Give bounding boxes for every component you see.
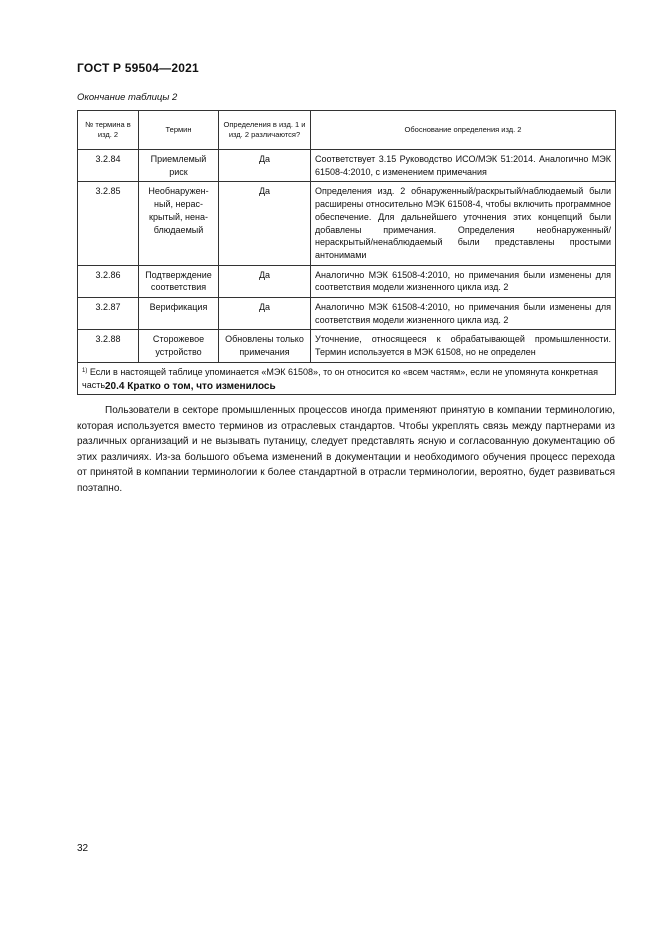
term-name: Необнаруженный, нераскрытый, ненаблюдаемый <box>139 182 219 265</box>
term-reason: Аналогично МЭК 61508-4:2010, но примечания были изменены для соответствия модели жизненного цикла изд. 2 <box>311 298 616 330</box>
term-differs: Обновлены только примечания <box>219 330 311 362</box>
term-number: 3.2.87 <box>78 298 139 330</box>
term-name: Приемлемый риск <box>139 150 219 182</box>
term-number: 3.2.85 <box>78 182 139 265</box>
column-header-term: Термин <box>139 111 219 150</box>
term-name: Верификация <box>139 298 219 330</box>
term-reason: Определения изд. 2 обнаруженный/раскрытый/наблюдаемый были расширены относительно МЭК 61508-4, чтобы включить программное обеспечение. Для дальнейшего уточнения этих концепций были добавлены примечания. Определения необнаруженный/нераскрытый/ненаблюдаемый были представлены простыми антонимами <box>311 182 616 265</box>
section-heading: 20.4 Кратко о том, что изменилось <box>105 381 276 392</box>
footnote-marker: 1) <box>82 367 88 374</box>
page-number: 32 <box>77 843 89 854</box>
document-title: ГОСТ Р 59504—2021 <box>77 61 199 75</box>
table-row <box>78 182 616 265</box>
column-header-reason: Обоснование определения изд. 2 <box>311 111 616 150</box>
term-name: Подтверждение соответствия <box>139 265 219 297</box>
column-header-number: № термина в изд. 2 <box>78 111 139 150</box>
table-row <box>78 298 616 330</box>
footnote-text: Если в настоящей таблице упоминается «МЭК 61508», то он относится ко «всем частям», если не упомянута конкретная часть. <box>82 366 599 390</box>
table-row <box>78 265 616 297</box>
term-differs: Да <box>219 182 311 265</box>
table-row <box>78 330 616 362</box>
term-differs: Да <box>219 298 311 330</box>
table-row <box>78 150 616 182</box>
term-number: 3.2.86 <box>78 265 139 297</box>
term-differs: Да <box>219 150 311 182</box>
table-header-row <box>78 111 616 150</box>
term-differs: Да <box>219 265 311 297</box>
term-reason: Уточнение, относящееся к обрабатывающей промышленности. Термин используется в МЭК 61508, но не определен <box>311 330 616 362</box>
table-caption: Окончание таблицы 2 <box>77 92 178 103</box>
column-header-differs: Определения в изд. 1 и изд. 2 различаются? <box>219 111 311 150</box>
term-reason: Соответствует 3.15 Руководство ИСО/МЭК 51:2014. Аналогично МЭК 61508-4:2010, с изменением примечания <box>311 150 616 182</box>
term-number: 3.2.88 <box>78 330 139 362</box>
section-paragraph: Пользователи в секторе промышленных процессов иногда применяют принятую в компании терминологию, которая используется вместо терминов из отраслевых стандартов. Чтобы укреплять связь между партнерами из различных организаций и не вызывать путаницу, следует представлять ясную и согласованную документацию об этих различиях. Из-за большого объема изменений в документации и необходимого обучения процесс перехода от принятой в компании терминологии к более стандартной в отрасли терминологии, вероятно, будет развиваться поэтапно. <box>77 405 615 494</box>
term-name: Сторожевое устройство <box>139 330 219 362</box>
term-reason: Аналогично МЭК 61508-4:2010, но примечания были изменены для соответствия модели жизненного цикла изд. 2 <box>311 265 616 297</box>
terms-table <box>77 110 616 395</box>
term-number: 3.2.84 <box>78 150 139 182</box>
